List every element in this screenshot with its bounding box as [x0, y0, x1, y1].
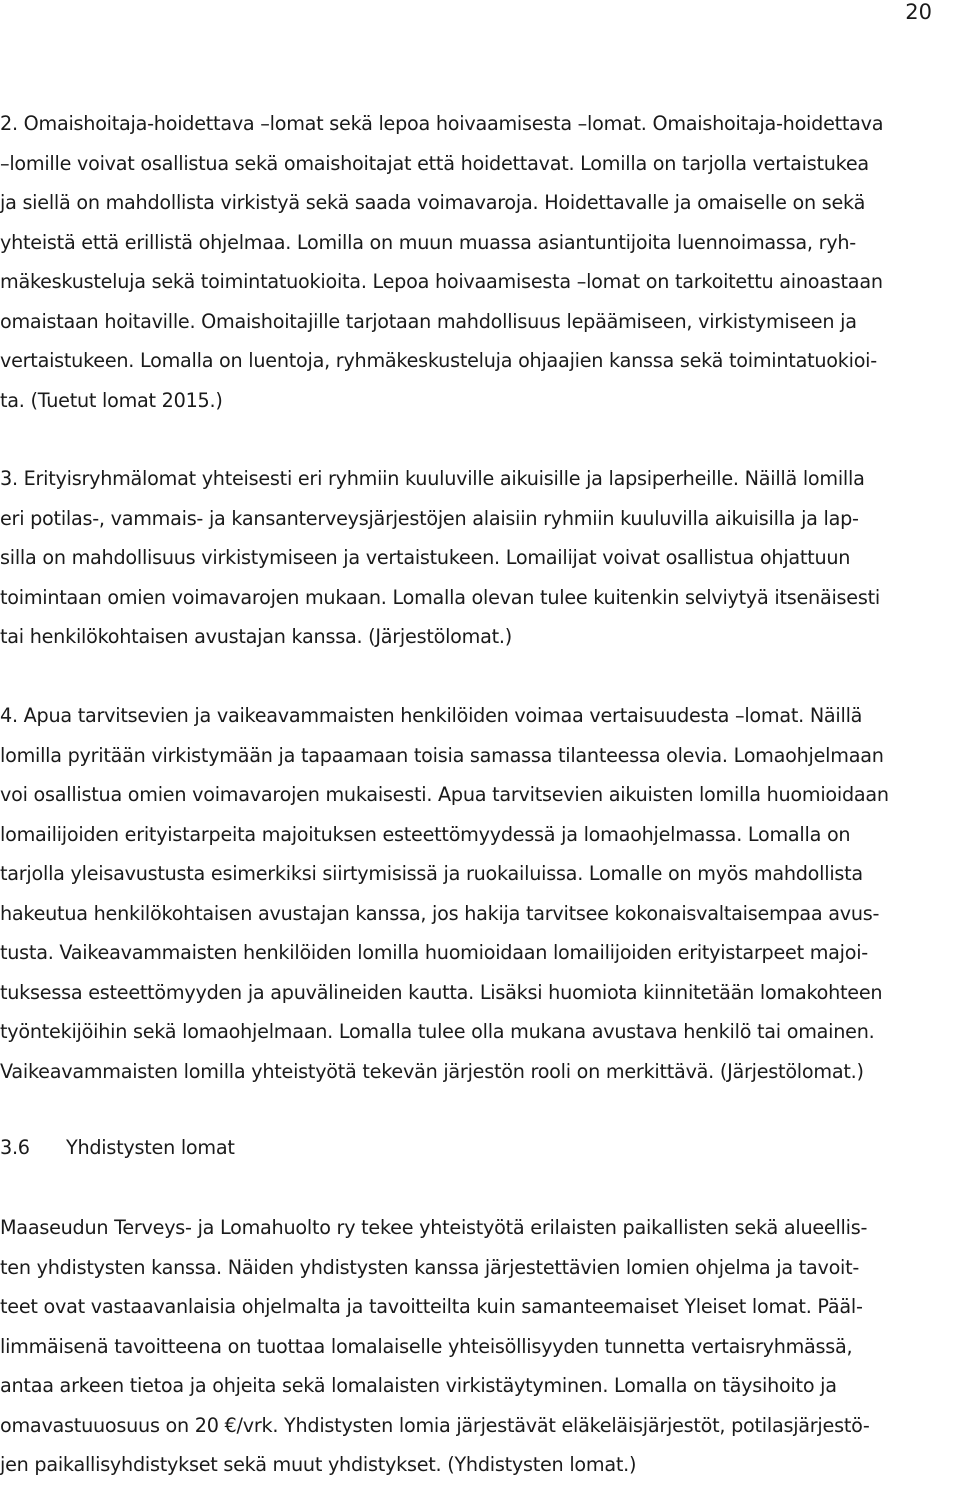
text-line: vertaistukeen. Lomalla on luentoja, ryhmäkeskusteluja ohjaajien kanssa sekä toimintatuokioi- [0, 349, 877, 372]
text-line: toimintaan omien voimavarojen mukaan. Lomalla olevan tulee kuitenkin selviytyä itsenäisesti [0, 585, 880, 609]
text-line: ten yhdistysten kanssa. Näiden yhdistysten kanssa järjestettävien lomien ohjelma ja tavoit- [0, 1255, 860, 1279]
text-line: teet ovat vastaavanlaisia ohjelmalta ja tavoitteilta kuin samanteemaiset Yleiset lomat. Pääl- [0, 1295, 863, 1318]
text-line: työntekijöihin sekä lomaohjelmaan. Lomalla tulee olla mukana avustava henkilö tai omainen. [0, 1020, 875, 1043]
text-line: 3. Erityisryhmälomat yhteisesti eri ryhmiin kuuluville aikuisille ja lapsiperheille. Näillä lomilla [0, 467, 865, 490]
text-line: antaa arkeen tietoa ja ohjeita sekä lomalaisten virkistäytyminen. Lomalla on täysihoito ja [0, 1374, 837, 1397]
text-line: eri potilas-, vammais- ja kansanterveysjärjestöjen alaisiin ryhmiin kuuluvilla aikuisilla ja lap- [0, 506, 859, 530]
paragraph-section-3-6 [0, 1208, 960, 1485]
paragraph-section-3 [0, 459, 960, 657]
text-line: omavastuuosuus on 20 €/vrk. Yhdistysten lomia järjestävät eläkeläisjärjestöt, potilasjärjestö- [0, 1413, 870, 1437]
text-line: lomilla pyritään virkistymään ja tapaamaan toisia samassa tilanteessa olevia. Lomaohjelmaan [0, 743, 884, 767]
section-heading [0, 1128, 960, 1168]
text-line: jen paikallisyhdistykset sekä muut yhdistykset. (Yhdistysten lomat.) [0, 1453, 637, 1476]
text-line: silla on mahdollisuus virkistymiseen ja vertaistukeen. Lomailijat voivat osallistua ohjattuun [0, 546, 851, 569]
text-line: tarjolla yleisavustusta esimerkiksi siirtymisissä ja ruokailuissa. Lomalle on myös mahdollista [0, 862, 863, 885]
text-line: Maaseudun Terveys- ja Lomahuolto ry tekee yhteistyötä erilaisten paikallisten sekä alueellis- [0, 1216, 868, 1239]
text-line: hakeutua henkilökohtaisen avustajan kanssa, jos hakija tarvitsee kokonaisvaltaisempaa avus- [0, 901, 880, 925]
text-line: ta. (Tuetut lomat 2015.) [0, 388, 223, 412]
heading-number: 3.6 [0, 1136, 30, 1159]
heading-line [0, 1128, 960, 1168]
text-line: mäkeskusteluja sekä toimintatuokioita. Lepoa hoivaamisesta –lomat on tarkoitettu ainoastaan [0, 270, 883, 293]
paragraph-section-2 [0, 104, 960, 420]
text-line: –lomille voivat osallistua sekä omaishoitajat että hoidettavat. Lomilla on tarjolla vertaistukea [0, 151, 869, 175]
text-line: ja siellä on mahdollista virkistyä sekä saada voimavaroja. Hoidettavalle ja omaiselle on sekä [0, 191, 866, 214]
text-line: voi osallistua omien voimavarojen mukaisesti. Apua tarvitsevien aikuisten lomilla huomioidaan [0, 783, 889, 806]
text-line: tusta. Vaikeavammaisten henkilöiden lomilla huomioidaan lomailijoiden erityistarpeet majoi- [0, 941, 868, 964]
text-line: Vaikeavammaisten lomilla yhteistyötä tekevän järjestön rooli on merkittävä. (Järjestölomat.) [0, 1059, 864, 1083]
text-line: tai henkilökohtaisen avustajan kanssa. (Järjestölomat.) [0, 625, 512, 648]
text-line: tuksessa esteettömyyden ja apuvälineiden kautta. Lisäksi huomiota kiinnitetään lomakohteen [0, 980, 883, 1004]
text-line: 4. Apua tarvitsevien ja vaikeavammaisten henkilöiden voimaa vertaisuudesta –lomat. Näillä [0, 704, 863, 727]
text-line: limmäisenä tavoitteena on tuottaa lomalaiselle yhteisöllisyyden tunnetta vertaisryhmässä, [0, 1334, 853, 1358]
text-line: omaistaan hoitaville. Omaishoitajille tarjotaan mahdollisuus lepäämiseen, virkistymiseen ja [0, 309, 857, 333]
page-number: 20 [905, 0, 932, 24]
heading-title: Yhdistysten lomat [66, 1136, 235, 1159]
text-line: 2. Omaishoitaja-hoidettava –lomat sekä lepoa hoivaamisesta –lomat. Omaishoitaja-hoidettava [0, 112, 884, 135]
text-line: yhteistä että erillistä ohjelmaa. Lomilla on muun muassa asiantuntijoita luennoimassa, ryh- [0, 230, 856, 254]
paragraph-section-4 [0, 696, 960, 1091]
text-line: lomailijoiden erityistarpeita majoituksen esteettömyydessä ja lomaohjelmassa. Lomalla on [0, 822, 851, 846]
